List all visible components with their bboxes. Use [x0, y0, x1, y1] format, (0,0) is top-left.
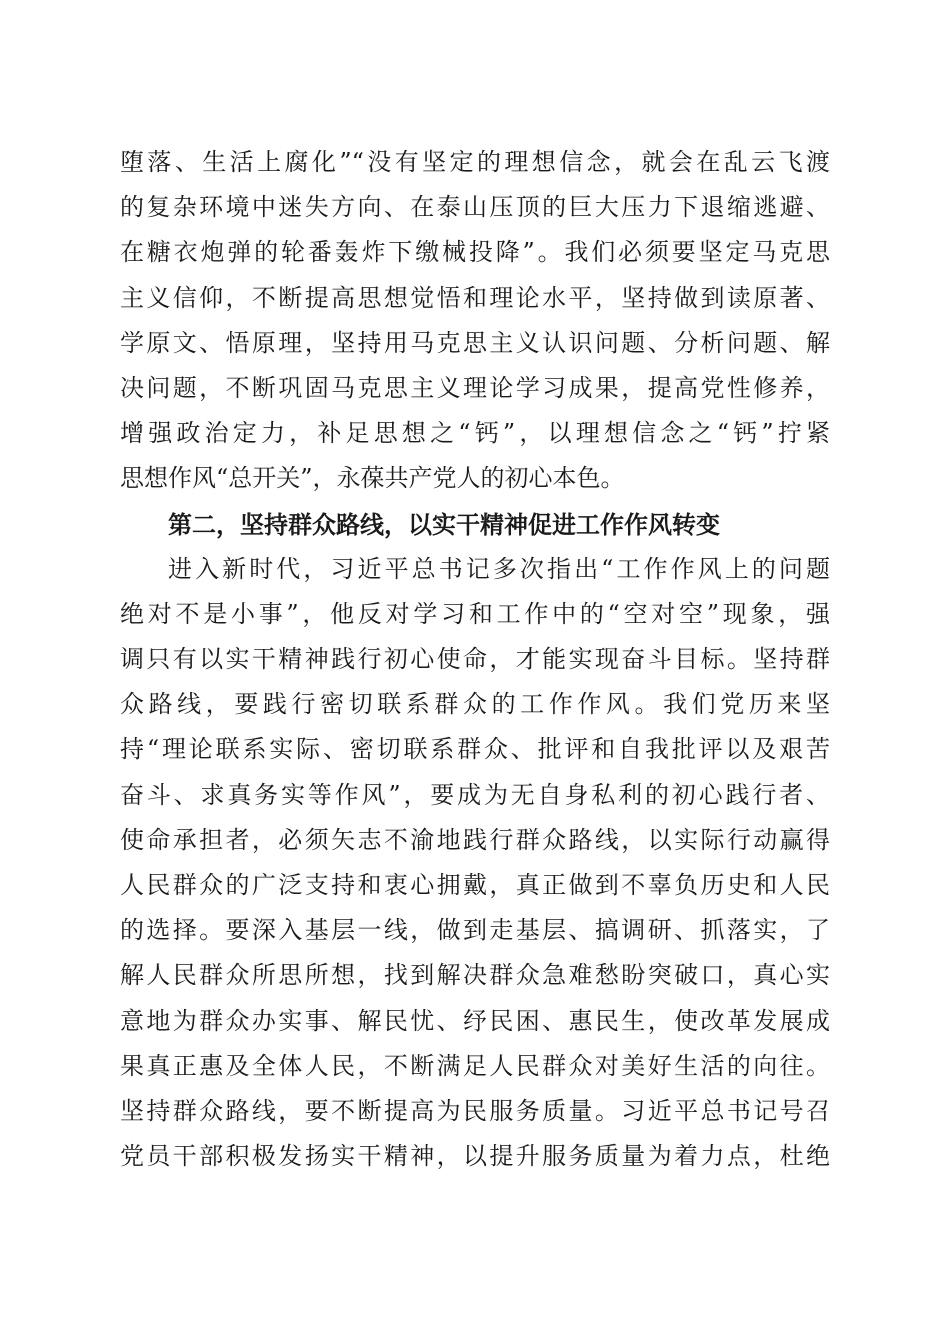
paragraph-2	[120, 547, 830, 1180]
paragraph-line: 人民群众的广泛支持和衷心拥戴，真正做到不辜负历史和人民	[120, 871, 830, 899]
paragraph-line: 堕落、生活上腐化”“没有坚定的理想信念，就会在乱云飞渡	[120, 148, 830, 176]
paragraph-line: 果真正惠及全体人民，不断满足人民群众对美好生活的向往。	[120, 1051, 830, 1080]
paragraph-line: 的复杂环境中迷失方向、在泰山压顶的巨大压力下退缩逃避、	[120, 193, 830, 222]
paragraph-line: 意地为群众办实事、解民忧、纾民困、惠民生，使改革发展成	[120, 1006, 830, 1035]
paragraph-line: 解人民群众所思所想，找到解决群众急难愁盼突破口，真心实	[120, 961, 830, 990]
paragraph-line: 进入新时代，习近平总书记多次指出“工作作风上的问题	[168, 554, 830, 583]
paragraph-line: 奋斗、求真务实等作风”，要成为无自身私利的初心践行者、	[120, 780, 830, 809]
paragraph-line: 持“理论联系实际、密切联系群众、批评和自我批评以及艰苦	[120, 735, 830, 764]
document-body	[120, 140, 830, 1179]
paragraph-line: 主义信仰，不断提高思想觉悟和理论水平，坚持做到读原著、	[120, 283, 830, 312]
paragraph-line: 增强政治定力，补足思想之“钙”，以理想信念之“钙”拧紧	[120, 419, 830, 448]
paragraph-line: 党员干部积极发扬实干精神，以提升服务质量为着力点，杜绝	[120, 1142, 830, 1171]
section-heading: 第二，坚持群众路线，以实干精神促进工作作风转变	[168, 509, 720, 539]
paragraph-line: 绝对不是小事”，他反对学习和工作中的“空对空”现象，强	[120, 599, 830, 628]
paragraph-line: 在糖衣炮弹的轮番轰炸下缴械投降”。我们必须要坚定马克思	[120, 238, 830, 267]
paragraph-1	[120, 140, 830, 502]
paragraph-line: 学原文、悟原理，坚持用马克思主义认识问题、分析问题、解	[120, 328, 830, 357]
paragraph-line: 众路线，要践行密切联系群众的工作作风。我们党历来坚	[120, 690, 830, 719]
paragraph-line: 坚持群众路线，要不断提高为民服务质量。习近平总书记号召	[120, 1096, 830, 1125]
paragraph-line: 调只有以实干精神践行初心使命，才能实现奋斗目标。坚持群	[120, 645, 830, 674]
paragraph-line: 使命承担者，必须矢志不渝地践行群众路线，以实际行动赢得	[120, 825, 830, 854]
paragraph-line: 的选择。要深入基层一线，做到走基层、搞调研、抓落实，了	[120, 916, 830, 945]
paragraph-line: 思想作风“总开关”，永葆共产党人的初心本色。	[120, 464, 625, 493]
paragraph-line: 决问题，不断巩固马克思主义理论学习成果，提高党性修养，	[120, 373, 830, 402]
